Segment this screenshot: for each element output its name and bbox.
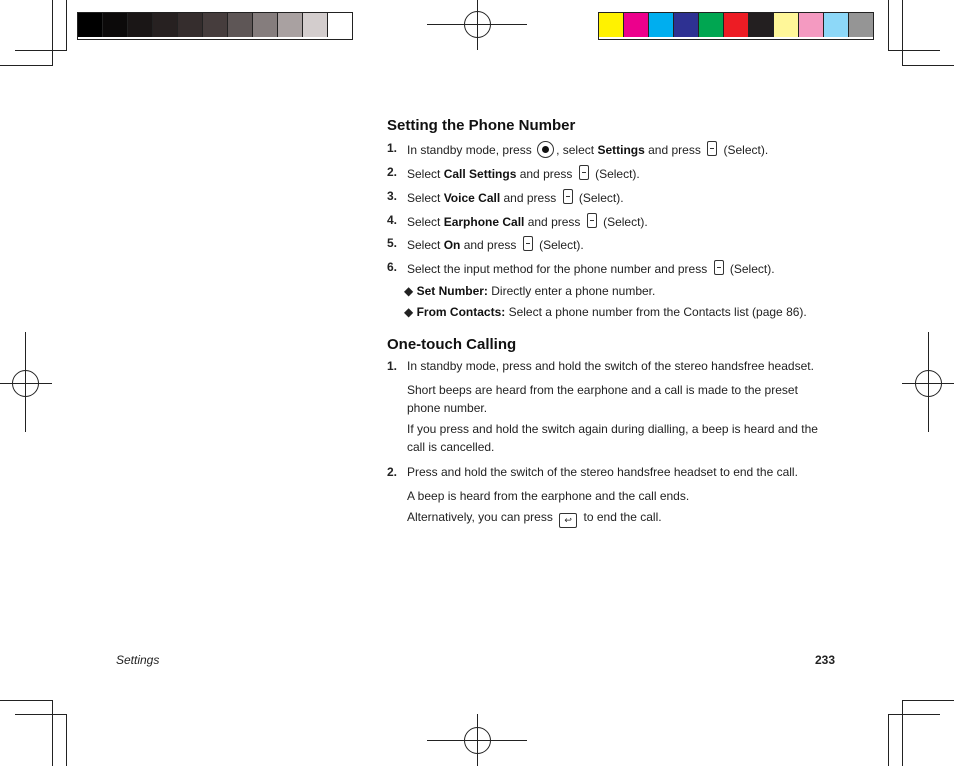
paragraph-alternatively: Alternatively, you can press ↩ to end the call.	[407, 508, 847, 528]
color-swatch	[153, 13, 178, 37]
color-swatch	[78, 13, 103, 37]
diamond-bullet-icon: ◆	[404, 305, 414, 319]
soft-key-icon	[707, 141, 717, 156]
color-swatch	[178, 13, 203, 37]
color-swatch	[799, 13, 824, 37]
color-swatch	[749, 13, 774, 37]
soft-key-icon	[714, 260, 724, 275]
diamond-bullet-icon: ◆	[404, 284, 414, 298]
paragraph-call-ends: A beep is heard from the earphone and the call ends.	[407, 489, 690, 503]
color-swatch	[699, 13, 724, 37]
color-swatch	[724, 13, 749, 37]
bullet-set-number: ◆ Set Number: Directly enter a phone number.	[404, 284, 656, 298]
color-swatch	[599, 13, 624, 37]
soft-key-icon	[563, 189, 573, 204]
color-swatch	[774, 13, 799, 37]
color-swatch	[328, 13, 352, 37]
color-swatch	[849, 13, 873, 37]
bullet-from-contacts: ◆ From Contacts: Select a phone number from the Contacts list (page 86).	[404, 305, 807, 319]
section-title-one-touch-calling: One-touch Calling	[387, 336, 517, 353]
soft-key-icon	[579, 165, 589, 180]
section-title-setting-phone-number: Setting the Phone Number	[387, 117, 576, 134]
page-number: 233	[815, 653, 836, 667]
color-swatch	[278, 13, 303, 37]
color-swatch	[128, 13, 153, 37]
color-swatch	[253, 13, 278, 37]
grayscale-color-bar	[77, 12, 353, 40]
color-swatch	[624, 13, 649, 37]
paragraph-cancel-dialling: If you press and hold the switch again during dialling, a beep is heard and the call is cancelled.	[407, 422, 818, 454]
color-swatch	[228, 13, 253, 37]
color-swatch	[824, 13, 849, 37]
color-swatch	[303, 13, 328, 37]
color-swatch	[674, 13, 699, 37]
process-color-bar	[598, 12, 874, 40]
footer-section-name: Settings	[116, 653, 160, 667]
end-key-icon: ↩	[559, 513, 577, 528]
color-swatch	[203, 13, 228, 37]
soft-key-icon	[587, 213, 597, 228]
soft-key-icon	[523, 236, 533, 251]
center-key-icon	[537, 141, 554, 158]
color-swatch	[103, 13, 128, 37]
paragraph-short-beeps: Short beeps are heard from the earphone and a call is made to the preset phone number.	[407, 383, 798, 415]
color-swatch	[649, 13, 674, 37]
